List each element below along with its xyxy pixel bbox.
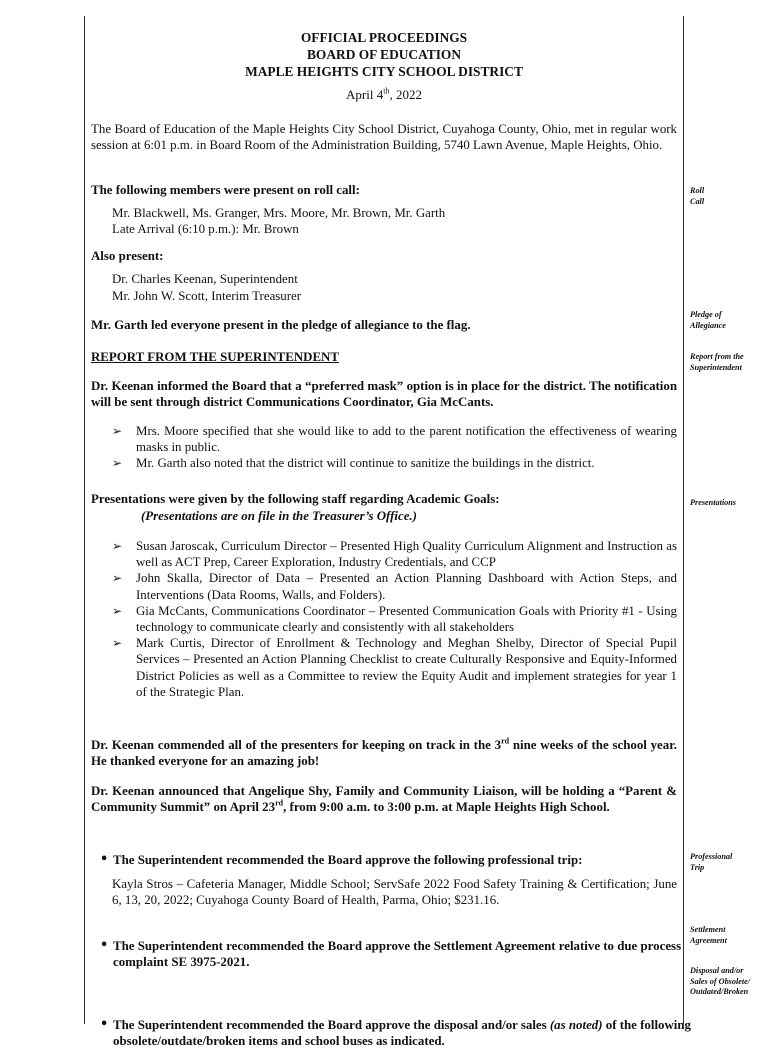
trip-recommendation: • The Superintendent recommended the Board approve the following professional trip: bbox=[100, 852, 583, 867]
presentations-note: (Presentations are on file in the Treasurer’s Office.) bbox=[141, 509, 417, 523]
list-item: ➢ Mrs. Moore specified that she would like to add to the parent notification the effectiveness of wearing masks in public. bbox=[112, 424, 677, 455]
arrow-bullet-icon: ➢ bbox=[112, 539, 123, 553]
roll-call-heading: The following members were present on roll call: bbox=[91, 183, 360, 197]
roll-call-late: Late Arrival (6:10 p.m.): Mr. Brown bbox=[112, 222, 299, 236]
settlement-recommendation: • The Superintendent recommended the Board approve the Settlement Agreement relative to due process complaint SE 3975-2021. bbox=[100, 938, 682, 970]
right-margin-rule bbox=[683, 16, 684, 1024]
header-line-2: BOARD OF EDUCATION bbox=[307, 47, 461, 62]
margin-note-disposal: Disposal and/or Sales of Obsolete/ Outdated/Broken bbox=[690, 966, 751, 996]
report-heading: REPORT FROM THE SUPERINTENDENT bbox=[91, 350, 339, 364]
list-item: ➢ Mr. Garth also noted that the district will continue to sanitize the buildings in the district. bbox=[112, 456, 595, 471]
bullet-dot-icon: • bbox=[100, 938, 109, 954]
arrow-bullet-icon: ➢ bbox=[112, 571, 123, 586]
mask-comments bbox=[112, 423, 677, 472]
margin-note-presentations: Presentations bbox=[690, 498, 736, 507]
trip-detail: Kayla Stros – Cafeteria Manager, Middle School; ServSafe 2022 Food Safety Training & Certification; June 6, 13, 20, 2022; Cuyahoga County Board of Health, Parma, Ohio; $231.16. bbox=[112, 877, 677, 908]
also-present-heading: Also present: bbox=[91, 249, 164, 263]
arrow-bullet-icon: ➢ bbox=[112, 424, 123, 438]
presentations-heading: Presentations were given by the following staff regarding Academic Goals: bbox=[91, 492, 500, 506]
margin-note-report: Report from the Superintendent bbox=[690, 352, 744, 372]
margin-note-roll-call: Roll Call bbox=[690, 186, 705, 206]
margin-note-settlement: Settlement Agreement bbox=[690, 925, 727, 945]
meeting-date: April 4th, 2022 bbox=[346, 86, 422, 102]
also-present-line-1: Dr. Charles Keenan, Superintendent bbox=[112, 272, 298, 286]
left-margin-rule bbox=[84, 16, 85, 1024]
main-column bbox=[91, 0, 691, 1048]
arrow-bullet-icon: ➢ bbox=[112, 603, 123, 618]
bullet-dot-icon: • bbox=[100, 1016, 109, 1032]
list-item: ➢ Gia McCants, Communications Coordinator – Presented Communication Goals with Priority #1 - Using technology to communicate clearly and consistently with all stakeholders bbox=[112, 603, 677, 635]
also-present-line-2: Mr. John W. Scott, Interim Treasurer bbox=[112, 289, 302, 303]
header-line-1: OFFICIAL PROCEEDINGS bbox=[300, 30, 468, 45]
roll-call-members: Mr. Blackwell, Ms. Granger, Mrs. Moore, Mr. Brown, Mr. Garth bbox=[112, 206, 446, 220]
list-item: ➢ Mark Curtis, Director of Enrollment & Technology and Meghan Shelby, Director of Special Pupil Services – Presented an Action Planning Checklist to create Culturally Responsive and Equity-Informed District Policies as well as a Committee to review the Equity Audit and implement strategies for year 1 of the Strategic Plan. bbox=[112, 636, 677, 699]
bullet-dot-icon: • bbox=[100, 852, 109, 867]
header-line-3: MAPLE HEIGHTS CITY SCHOOL DISTRICT bbox=[245, 64, 523, 79]
pledge-text: Mr. Garth led everyone present in the pledge of allegiance to the flag. bbox=[91, 318, 471, 332]
disposal-recommendation: • The Superintendent recommended the Board approve the disposal and/or sales (as noted) of the following obsolete/outdate/broken items and school buses as indicated. bbox=[100, 1016, 691, 1048]
margin-note-trip: Professional Trip bbox=[690, 852, 733, 872]
list-item: ➢ John Skalla, Director of Data – Presented an Action Planning Dashboard with Action Steps, and Interventions (Data Rooms, Walls, and Folders). bbox=[112, 571, 677, 602]
intro-paragraph: The Board of Education of the Maple Heights City School District, Cuyahoga County, Ohio, met in regular work session at 6:01 p.m. in Board Room of the Administration Building, 5740 Lawn Avenue, Maple Heights, Ohio. bbox=[91, 122, 677, 153]
margin-note-pledge: Pledge of Allegiance bbox=[690, 310, 726, 330]
arrow-bullet-icon: ➢ bbox=[112, 456, 123, 471]
presentations-list bbox=[112, 538, 677, 700]
summit-paragraph: Dr. Keenan announced that Angelique Shy, Family and Community Liaison, will be holding a “Parent & Community Summit” on April 23rd, from 9:00 a.m. to 3:00 p.m. at Maple Heights High School. bbox=[91, 784, 677, 815]
list-item: ➢ Susan Jaroscak, Curriculum Director – Presented High Quality Curriculum Alignment and Instruction as well as ACT Prep, Career Exploration, Industry Credentials, and CCP bbox=[112, 539, 677, 570]
mask-paragraph: Dr. Keenan informed the Board that a “preferred mask” option is in place for the district. The notification will be sent through district Communications Coordinator, Gia McCants. bbox=[91, 379, 677, 410]
commend-paragraph: Dr. Keenan commended all of the presenters for keeping on track in the 3rd nine weeks of the school year. He thanked everyone for an amazing job! bbox=[91, 736, 677, 769]
arrow-bullet-icon: ➢ bbox=[112, 636, 123, 651]
